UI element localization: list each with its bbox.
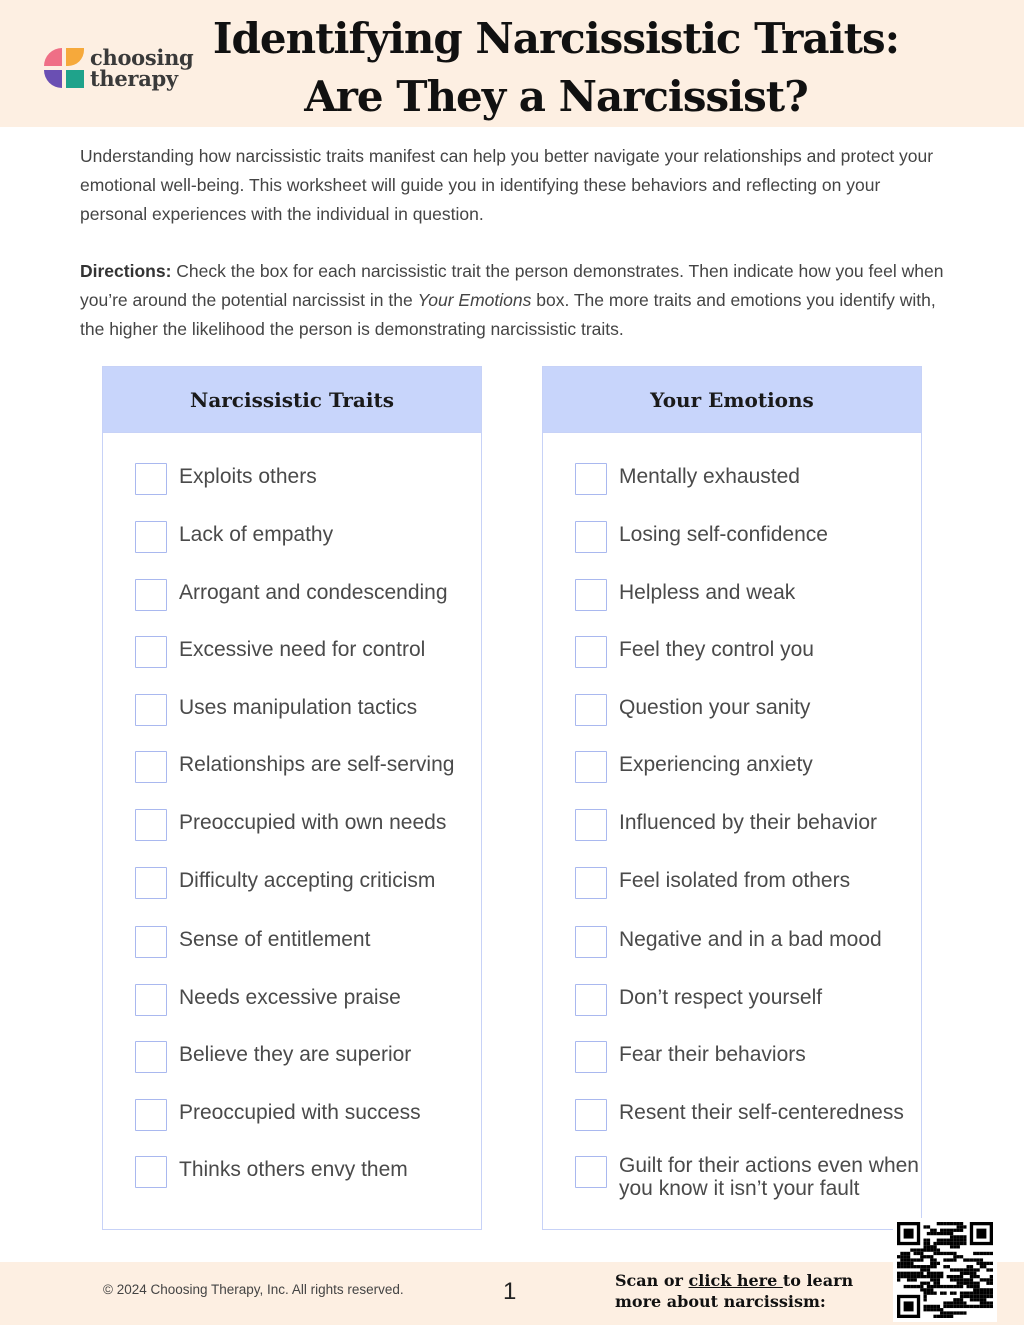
trait-label: Arrogant and condescending	[179, 581, 448, 604]
trait-label: Lack of empathy	[179, 523, 334, 546]
trait-label: Difficulty accepting criticism	[179, 869, 436, 892]
trait-label: Believe they are superior	[179, 1043, 412, 1066]
trait-label: Thinks others envy them	[179, 1158, 408, 1181]
emotion-checkbox[interactable]	[575, 809, 607, 841]
page-number: 1	[503, 1278, 517, 1305]
emotion-label: Guilt for their actions even when you know it isn’t your fault	[619, 1154, 919, 1200]
emotions-panel	[542, 366, 922, 1230]
scan-prompt	[615, 1270, 895, 1312]
brand-name-line1: choosing	[90, 45, 194, 70]
trait-label: Preoccupied with own needs	[179, 811, 447, 834]
trait-label: Sense of entitlement	[179, 928, 371, 951]
trait-label: Needs excessive praise	[179, 986, 401, 1009]
emotion-checkbox[interactable]	[575, 751, 607, 783]
emotion-label: Feel isolated from others	[619, 869, 851, 892]
trait-checkbox[interactable]	[135, 809, 167, 841]
emotion-checkbox[interactable]	[575, 867, 607, 899]
emotion-checkbox[interactable]	[575, 636, 607, 668]
trait-checkbox[interactable]	[135, 636, 167, 668]
brand-logo	[42, 46, 192, 96]
directions-italic: Your Emotions	[417, 290, 532, 310]
trait-checkbox[interactable]	[135, 751, 167, 783]
emotion-checkbox[interactable]	[575, 694, 607, 726]
trait-checkbox[interactable]	[135, 579, 167, 611]
trait-label: Exploits others	[179, 465, 317, 488]
choosing-therapy-logo-icon	[42, 46, 86, 90]
emotion-checkbox[interactable]	[575, 463, 607, 495]
emotion-label: Losing self-confidence	[619, 523, 828, 546]
trait-checkbox[interactable]	[135, 1041, 167, 1073]
page-header	[0, 0, 1024, 127]
trait-label: Relationships are self-serving	[179, 753, 455, 776]
scan-text-before: Scan or	[615, 1271, 689, 1290]
qr-code[interactable]	[893, 1218, 997, 1322]
intro-paragraph: Understanding how narcissistic traits manifest can help you better navigate your relationships and protect your emotional well-being. This worksheet will guide you in identifying these behaviors and reflecting on your personal experiences with the individual in question.	[80, 146, 934, 224]
directions-paragraph	[80, 257, 960, 344]
page-title	[200, 10, 912, 126]
emotion-label: Feel they control you	[619, 638, 814, 661]
emotion-checkbox[interactable]	[575, 1041, 607, 1073]
trait-checkbox[interactable]	[135, 984, 167, 1016]
emotion-checkbox[interactable]	[575, 984, 607, 1016]
trait-checkbox[interactable]	[135, 1099, 167, 1131]
trait-label: Uses manipulation tactics	[179, 696, 418, 719]
trait-checkbox[interactable]	[135, 463, 167, 495]
emotion-checkbox[interactable]	[575, 926, 607, 958]
trait-checkbox[interactable]	[135, 1156, 167, 1188]
brand-name-line2: therapy	[90, 66, 178, 91]
trait-checkbox[interactable]	[135, 694, 167, 726]
trait-checkbox[interactable]	[135, 926, 167, 958]
emotion-label: Influenced by their behavior	[619, 811, 877, 834]
traits-panel	[102, 366, 482, 1230]
emotion-label: Negative and in a bad mood	[619, 928, 882, 951]
emotion-label: Fear their behaviors	[619, 1043, 806, 1066]
directions-text-after: box. The more traits and emotions you identify with, the higher the likelihood the person is demonstrating narcissistic traits.	[80, 290, 936, 339]
copyright-text: © 2024 Choosing Therapy, Inc. All rights reserved.	[103, 1282, 404, 1297]
emotion-label: Don’t respect yourself	[619, 986, 823, 1009]
emotion-checkbox[interactable]	[575, 1156, 607, 1188]
brand-name	[90, 47, 193, 89]
title-line1: Identifying Narcissistic Traits:	[212, 14, 900, 63]
emotion-checkbox[interactable]	[575, 579, 607, 611]
trait-label: Excessive need for control	[179, 638, 426, 661]
trait-checkbox[interactable]	[135, 867, 167, 899]
learn-more-link[interactable]: click here	[688, 1271, 783, 1290]
emotions-heading: Your Emotions	[543, 367, 921, 433]
emotion-label: Mentally exhausted	[619, 465, 800, 488]
emotion-label: Experiencing anxiety	[619, 753, 813, 776]
page-footer	[0, 1262, 1024, 1325]
traits-heading: Narcissistic Traits	[103, 367, 481, 433]
title-line2: Are They a Narcissist?	[304, 72, 808, 121]
scan-text-after: to learn more about narcissism:	[615, 1271, 854, 1311]
emotion-label: Helpless and weak	[619, 581, 796, 604]
emotion-checkbox[interactable]	[575, 1099, 607, 1131]
qr-code-icon	[897, 1222, 993, 1318]
trait-checkbox[interactable]	[135, 521, 167, 553]
emotion-label: Resent their self-centeredness	[619, 1101, 904, 1124]
directions-text-before: Check the box for each narcissistic trait the person demonstrates. Then indicate how you feel when you’re around the potential narcissist in the	[80, 261, 944, 310]
emotion-checkbox[interactable]	[575, 521, 607, 553]
emotion-label: Question your sanity	[619, 696, 811, 719]
directions-label: Directions:	[80, 261, 172, 281]
trait-label: Preoccupied with success	[179, 1101, 421, 1124]
